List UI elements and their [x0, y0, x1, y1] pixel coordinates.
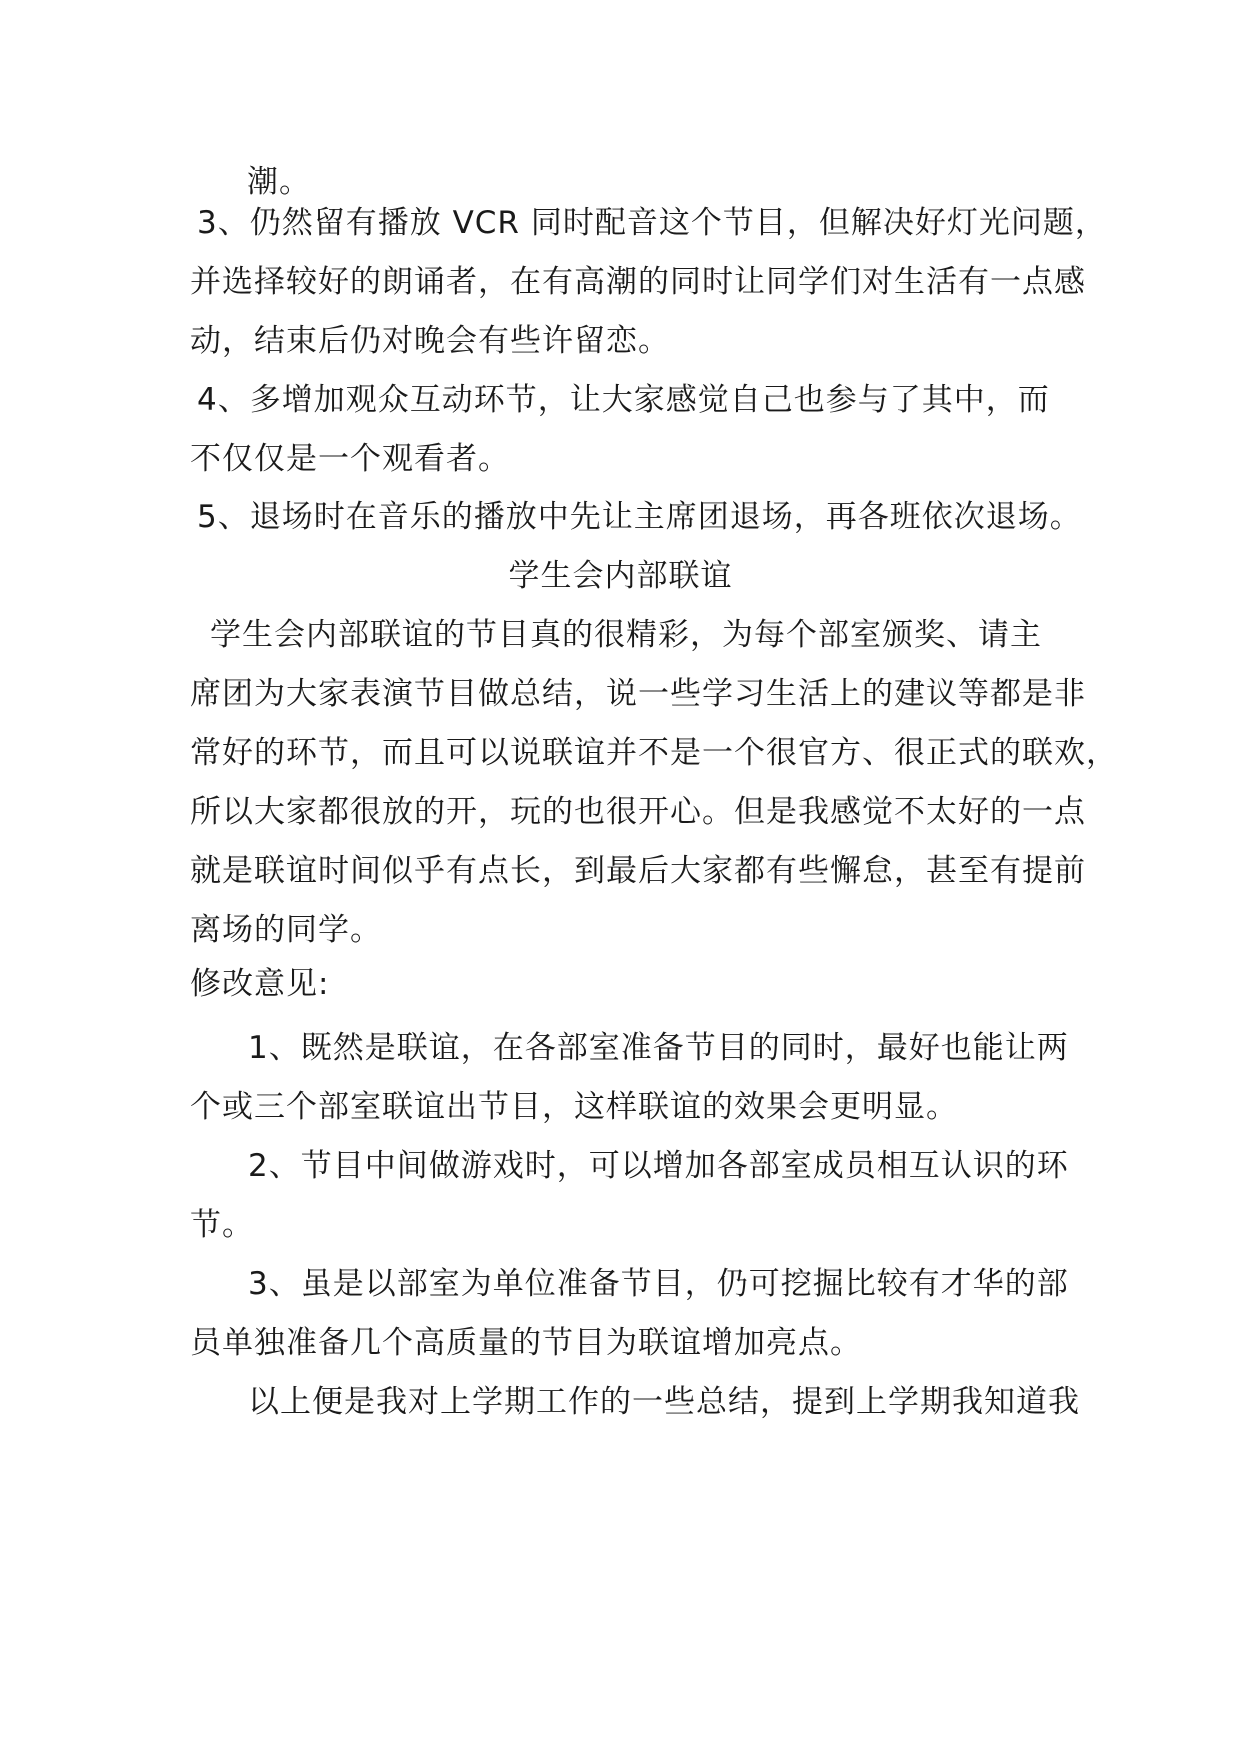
paragraph-line: 就是联谊时间似乎有点长，到最后大家都有些懈怠，甚至有提前 — [190, 853, 1086, 889]
paragraph-line: 节。 — [190, 1207, 254, 1243]
paragraph-line: 学生会内部联谊的节目真的很精彩，为每个部室颁奖、请主 — [210, 617, 1042, 653]
paragraph-line: 1、既然是联谊，在各部室准备节目的同时，最好也能让两 — [248, 1030, 1069, 1066]
paragraph-line: 3、仍然留有播放 VCR 同时配音这个节目，但解决好灯光问题， — [197, 205, 1107, 241]
paragraph-line: 4、多增加观众互动环节，让大家感觉自己也参与了其中，而 — [197, 382, 1050, 418]
paragraph-line: 个或三个部室联谊出节目，这样联谊的效果会更明显。 — [190, 1089, 958, 1125]
paragraph-line: 常好的环节，而且可以说联谊并不是一个很官方、很正式的联欢， — [190, 735, 1118, 771]
paragraph-line: 席团为大家表演节目做总结，说一些学习生活上的建议等都是非 — [190, 676, 1086, 712]
paragraph-line: 动，结束后仍对晚会有些许留恋。 — [190, 323, 670, 359]
paragraph-line: 2、节目中间做游戏时，可以增加各部室成员相互认识的环 — [248, 1148, 1069, 1184]
paragraph-line: 以上便是我对上学期工作的一些总结，提到上学期我知道我 — [248, 1384, 1080, 1420]
paragraph-line: 员单独准备几个高质量的节目为联谊增加亮点。 — [190, 1325, 862, 1361]
paragraph-line: 并选择较好的朗诵者，在有高潮的同时让同学们对生活有一点感 — [190, 264, 1086, 300]
section-heading: 学生会内部联谊 — [508, 558, 733, 594]
subheading: 修改意见: — [190, 966, 330, 1002]
paragraph-line: 潮。 — [247, 164, 311, 200]
paragraph-line: 5、退场时在音乐的播放中先让主席团退场，再各班依次退场。 — [197, 499, 1082, 535]
paragraph-line: 不仅仅是一个观看者。 — [190, 441, 510, 477]
paragraph-line: 所以大家都很放的开，玩的也很开心。但是我感觉不太好的一点 — [190, 794, 1086, 830]
paragraph-line: 3、虽是以部室为单位准备节目，仍可挖掘比较有才华的部 — [248, 1266, 1069, 1302]
paragraph-line: 离场的同学。 — [190, 912, 382, 948]
